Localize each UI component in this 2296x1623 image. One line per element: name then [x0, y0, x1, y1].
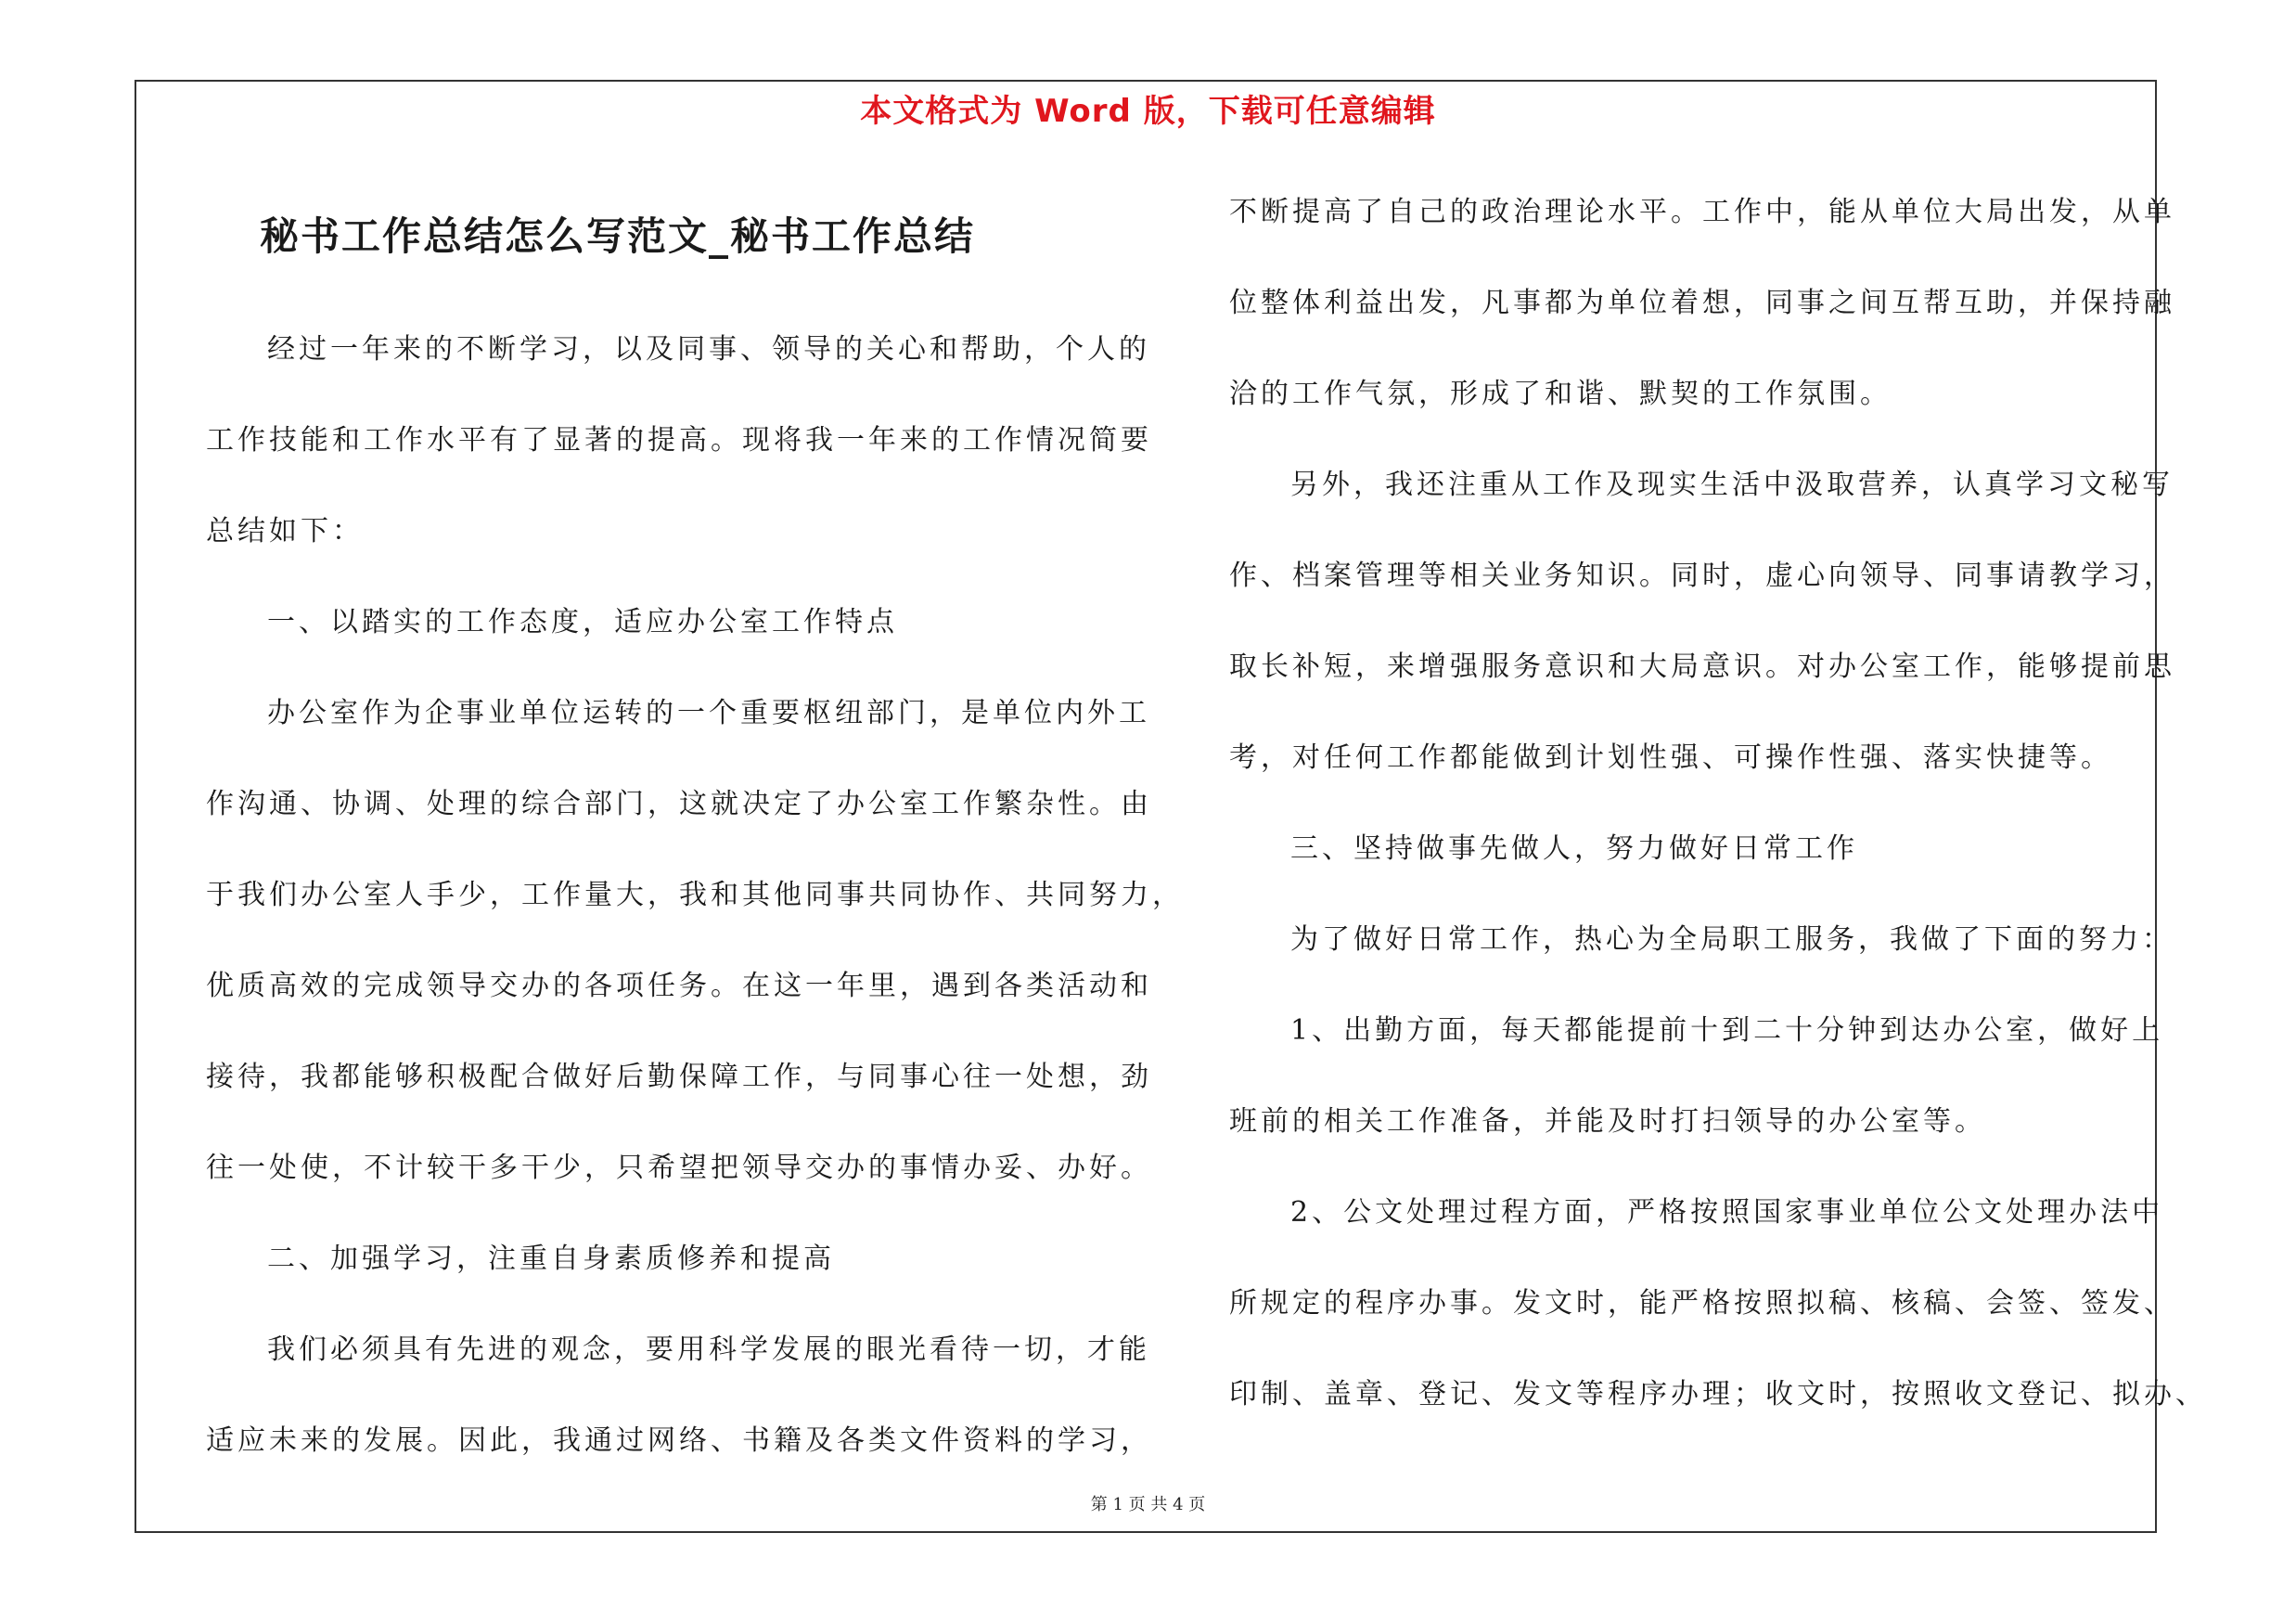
paragraph-line: 优质高效的完成领导交办的各项任务。在这一年里，遇到各类活动和: [206, 970, 1152, 1002]
paragraph-line: 另外，我还注重从工作及现实生活中汲取营养，认真学习文秘写: [1290, 469, 2174, 501]
paragraph-line: 2、公文处理过程方面，严格按照国家事业单位公文处理办法中: [1290, 1196, 2164, 1229]
paragraph-line: 经过一年来的不断学习，以及同事、领导的关心和帮助，个人的: [267, 333, 1150, 366]
paragraph-line: 往一处使，不计较干多干少，只希望把领导交办的事情办妥、办好。: [206, 1152, 1152, 1184]
paragraph-line: 位整体利益出发，凡事都为单位着想，同事之间互帮互助，并保持融: [1229, 287, 2175, 319]
paragraph-line: 1、出勤方面，每天都能提前十到二十分钟到达办公室，做好上: [1290, 1014, 2164, 1047]
paragraph-line: 适应未来的发展。因此，我通过网络、书籍及各类文件资料的学习，: [206, 1424, 1152, 1457]
paragraph-line: 洽的工作气氛，形成了和谐、默契的工作氛围。: [1229, 378, 1892, 410]
section-heading: 二、加强学习，注重自身素质修养和提高: [267, 1243, 835, 1275]
paragraph-line: 所规定的程序办事。发文时，能严格按照拟稿、核稿、会签、签发、: [1229, 1287, 2175, 1320]
page-number: 第 1 页 共 4 页: [1090, 1495, 1206, 1514]
document-title: 秘书工作总结怎么写范文_秘书工作总结: [260, 213, 976, 259]
paragraph-line: 为了做好日常工作，热心为全局职工服务，我做了下面的努力：: [1290, 923, 2174, 956]
paragraph-line: 总结如下：: [206, 515, 364, 547]
section-heading: 三、坚持做事先做人，努力做好日常工作: [1290, 832, 1858, 865]
paragraph-line: 作沟通、协调、处理的综合部门，这就决定了办公室工作繁杂性。由: [206, 788, 1152, 820]
paragraph-line: 考，对任何工作都能做到计划性强、可操作性强、落实快捷等。: [1229, 741, 2112, 774]
format-banner: 本文格式为 Word 版，下载可任意编辑: [860, 93, 1436, 130]
paragraph-line: 办公室作为企事业单位运转的一个重要枢纽部门，是单位内外工: [267, 697, 1150, 729]
paragraph-line: 于我们办公室人手少，工作量大，我和其他同事共同协作、共同努力，: [206, 879, 1184, 911]
paragraph-line: 我们必须具有先进的观念，要用科学发展的眼光看待一切，才能: [267, 1333, 1150, 1366]
paragraph-line: 接待，我都能够积极配合做好后勤保障工作，与同事心往一处想，劲: [206, 1061, 1152, 1093]
section-heading: 一、以踏实的工作态度，适应办公室工作特点: [267, 606, 898, 638]
paragraph-line: 印制、盖章、登记、发文等程序办理；收文时，按照收文登记、拟办、: [1229, 1378, 2207, 1410]
paragraph-line: 作、档案管理等相关业务知识。同时，虚心向领导、同事请教学习，: [1229, 560, 2175, 592]
paragraph-line: 不断提高了自己的政治理论水平。工作中，能从单位大局出发，从单: [1229, 196, 2175, 228]
paragraph-line: 班前的相关工作准备，并能及时打扫领导的办公室等。: [1229, 1105, 1986, 1138]
paragraph-line: 工作技能和工作水平有了显著的提高。现将我一年来的工作情况简要: [206, 424, 1152, 457]
paragraph-line: 取长补短，来增强服务意识和大局意识。对办公室工作，能够提前思: [1229, 650, 2175, 683]
